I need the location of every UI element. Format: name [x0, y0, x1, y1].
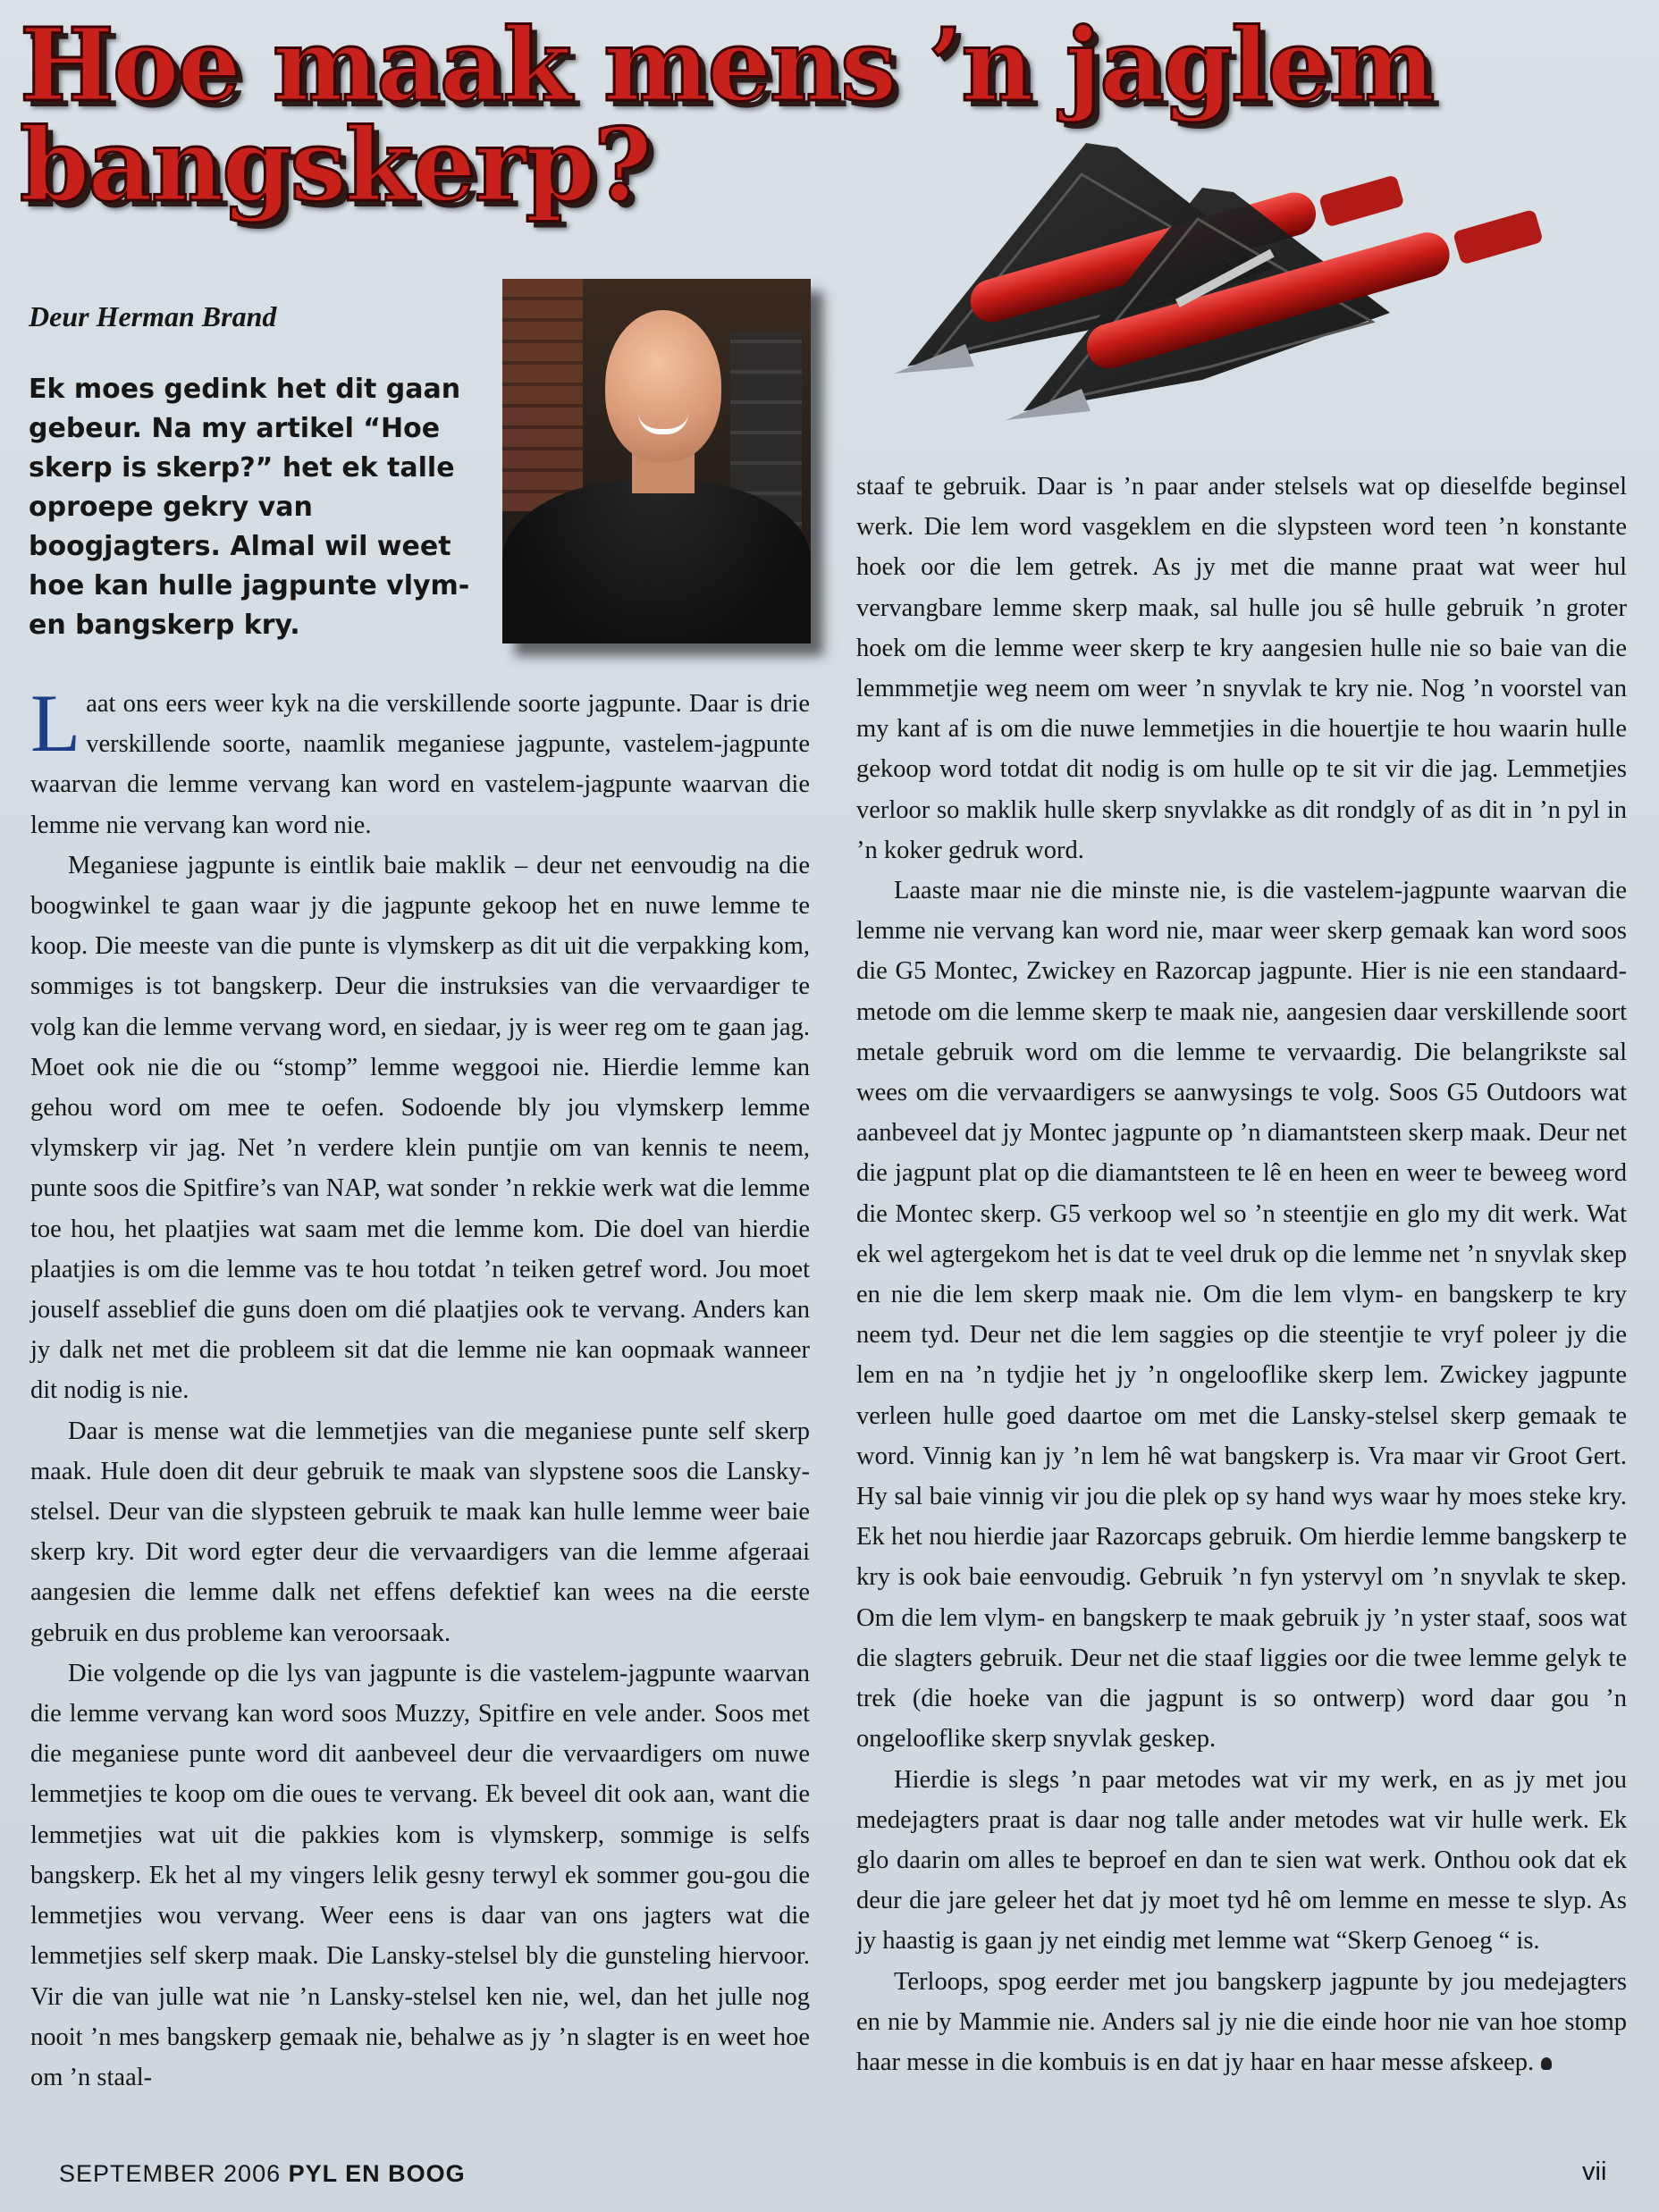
intro-text: Ek moes gedink het dit gaan gebeur. Na my artikel “Hoe skerp is skerp?” het ek talle oproepe gekry van boogjagters. Almal wil weet hoe kan hulle jagpunte vlym- en bangskerp kry.: [29, 374, 470, 641]
photo-background: [502, 279, 583, 511]
body-paragraph: staaf te gebruik. Daar is ’n paar ander stelsels wat op dieselfde beginsel werk. Die lem word vasgeklem en die slypsteen word teen ’n konstante hoek oor die lem getrek. As jy met die manne praat wat weer hul vervangbare lemme skerp maak, sal hulle jou sê hulle gebruik ’n groter hoek om die lemme weer skerp te kry aangesien hulle nie so baie van die lemmmetjie weg neem om weer ’n snyvlak te kry nie. Nog ’n voorstel van my kant af is om die nuwe lemmetjies in die houertjie te hou waarin hulle gekoop word totdat dit nodig is om hulle op te sit vir die jag. Lemmetjies verloor so maklik hulle skerp snyvlakke as dit rondgly of as dit in ’n pyl in ’n koker gedruk word.: [856, 473, 1627, 864]
body-paragraph: Meganiese jagpunte is eintlik baie maklik – deur net eenvoudig na die boogwinkel te gaan waar jy die jagpunte gekoop het en nuwe lemme te koop. Die meeste van die punte is vlymskerp as dit uit die verpakking kom, sommiges is tot bangskerp. Deur die instruksies van die vervaardiger te volg kan die lemme vervang word, en siedaar, jy is weer reg om te gaan jag. Moet ook nie die ou “stomp” lemme weggooi nie. Hierdie lemme kan gehou word om mee te oefen. Sodoende bly jou vlymskerp lemme vlymskerp vir jag. Net ’n verdere klein puntjie om van kennis te neem, punte soos die Spitfire’s van NAP, wat sonder ’n rekkie werk wat die lemme toe hou, het plaatjies wat saam met die lemme kom. Die doel van hierdie plaatjies is om die lemme vas te hou totdat ’n teiken getref word. Jou moet jouself asseblief die guns doen om dié plaatjies ook te vervang. Anders kan jy dalk net met die probleem sit dat die lemme nie kan oopmaak wanneer dit nodig is nie.: [30, 851, 810, 1405]
body-paragraph: Laaste maar nie die minste nie, is die vastelem-jagpunte waarvan die lemme nie vervang kan word nie, maar weer skerp gemaak kan word soos die G5 Montec, Zwickey en Razorcap jagpunte. Hier is nie een standaard-metode om die lemme skerp te maak nie, aangesien daar verskillende soort metale gebruik word om die lemme te vervaardig. Die belangrikste sal wees om die vervaardigers se aanwysings te volg. Soos G5 Outdoors wat aanbeveel dat jy Montec jagpunte op ’n diamantsteen skerp maak. Deur net die jagpunt plat op die diamantsteen te lê en heen en weer te beweeg word die Montec skerp. G5 verkoop wel so ’n steentjie en glo my dit werk. Wat ek wel agtergekom het is dat te veel druk op die lemme net ’n snyvlak skep en nie die lem skerp maak nie. Om die lem vlym- en bangskerp te kry neem tyd. Deur net die lem saggies op die steentjie te vryf poleer jy die lem en na ’n tydjie het jy ’n ongelooflike skerp lem. Zwickey jagpunte verleen hulle goed daartoe om met die Lansky-stelsel skerp gemaak te word. Vinnig kan jy ’n lem hê wat bangskerp is. Vra maar vir Groot Gert. Hy sal baie vinnig vir jou die plek op sy hand wys waar hy moes steke kry. Ek het nou hierdie jaar Razorcaps gebruik. Om hierdie lemme bangskerp te kry is ook baie eenvoudig. Gebruik ’n fyn ystervyl om ’n snyvlak te skep. Om die lem vlym- en bangskerp te maak gebruik jy ’n yster staaf, soos wat die slagters gebruik. Deur net die staaf liggies oor die twee lemme gelyk te trek (die hoeke van die jagpunt is so ontwerp) word daar gou ’n ongelooflike skerp snyvlak geskep.: [856, 877, 1627, 1754]
body-paragraph: Daar is mense wat die lemmetjies van die meganiese punte self skerp maak. Hule doen dit deur gebruik te maak van slypstene soos die Lansky-stelsel. Deur van die slypsteen gebruik te maak kan hulle lemme weer baie skerp kry. Dit word egter deur die vervaardigers van die lemme afgeraai aangesien die lemme dalk net effens defektief kan wees na die eerste gebruik en dus probleme kan veroorsaak.: [30, 1417, 810, 1647]
title-line-1: Hoe maak mens ’n jaglem: [20, 7, 1434, 124]
byline: Deur Herman Brand: [29, 300, 277, 332]
body-paragraph: Die volgende op die lys van jagpunte is die vastelem-jagpunte waarvan die lemme vervang kan word soos Muzzy, Spitfire en vele ander. Soos met die meganiese punte word dit aanbeveel deur die vervaardigers om nuwe lemmetjies te koop om die oues te vervang. Ek beveel dit ook aan, want die lemmetjies wat uit die pakkies kom is vlymskerp, sommige is selfs bangskerp. Ek het al my vingers lelik gesny terwyl ek sommer gou-gou die lemmetjies wou vervang. Weer eens is daar van ons jagters wat die lemmetjies self skerp maak. Die Lansky-stelsel bly die gunsteling hiervoor. Vir die van julle wat nie ’n Lansky-stelsel ken nie, wel, dan het julle nog nooit ’n mes bangskerp gemaak nie, behalwe as jy ’n slagter is en weet hoe om ’n staal-: [30, 1659, 810, 2091]
title-line-2: bangskerp?: [20, 107, 651, 224]
body-paragraph: Hierdie is slegs ’n paar metodes wat vir my werk, en as jy met jou medejagters praat is daar nog talle ander metodes wat vir hulle werk. Ek glo daarin om alles te beproef en dan te sien wat werk. Onthou ook dat ek deur die jare geleer het dat jy moet tyd hê om lemme en messe te slyp. As jy haastig is gaan jy net eindig met lemme wat “Skerp Genoeg “ is.: [856, 1765, 1627, 1955]
footer-date: SEPTEMBER 2006: [59, 2160, 282, 2187]
author-photo: [502, 279, 811, 643]
body-paragraph: [856, 1962, 1627, 2083]
broadhead-illustration: [880, 143, 1658, 429]
body-paragraph: [30, 677, 810, 845]
paragraph-text: aat ons eers weer kyk na die verskillende soorte jagpunte. Daar is drie verskillende soorte, naamlik meganiese jagpunte, vastelem-jagpunte waarvan die lemme vervang kan word en vastelem-jagpunte waarvan die lemme nie vervang kan word nie.: [30, 690, 810, 839]
paragraph-text: Terloops, spog eerder met jou bangskerp jagpunte by jou medejagters en nie by Mammie nie. Anders sal jy nie die einde hoor nie van hoe stomp haar messe in die kombuis is en dat jy haar en haar messe afskeep.: [856, 1967, 1627, 2076]
drop-cap: L: [30, 677, 81, 769]
footer-magazine: PYL EN BOOG: [288, 2160, 466, 2187]
right-column: [856, 467, 1627, 2082]
photo-head: [605, 310, 721, 462]
footer: [59, 2160, 466, 2188]
page-number: vii: [1582, 2157, 1607, 2186]
left-column: [30, 677, 810, 2098]
photo-shirt: [502, 480, 811, 643]
end-mark-icon: [1541, 2057, 1552, 2070]
